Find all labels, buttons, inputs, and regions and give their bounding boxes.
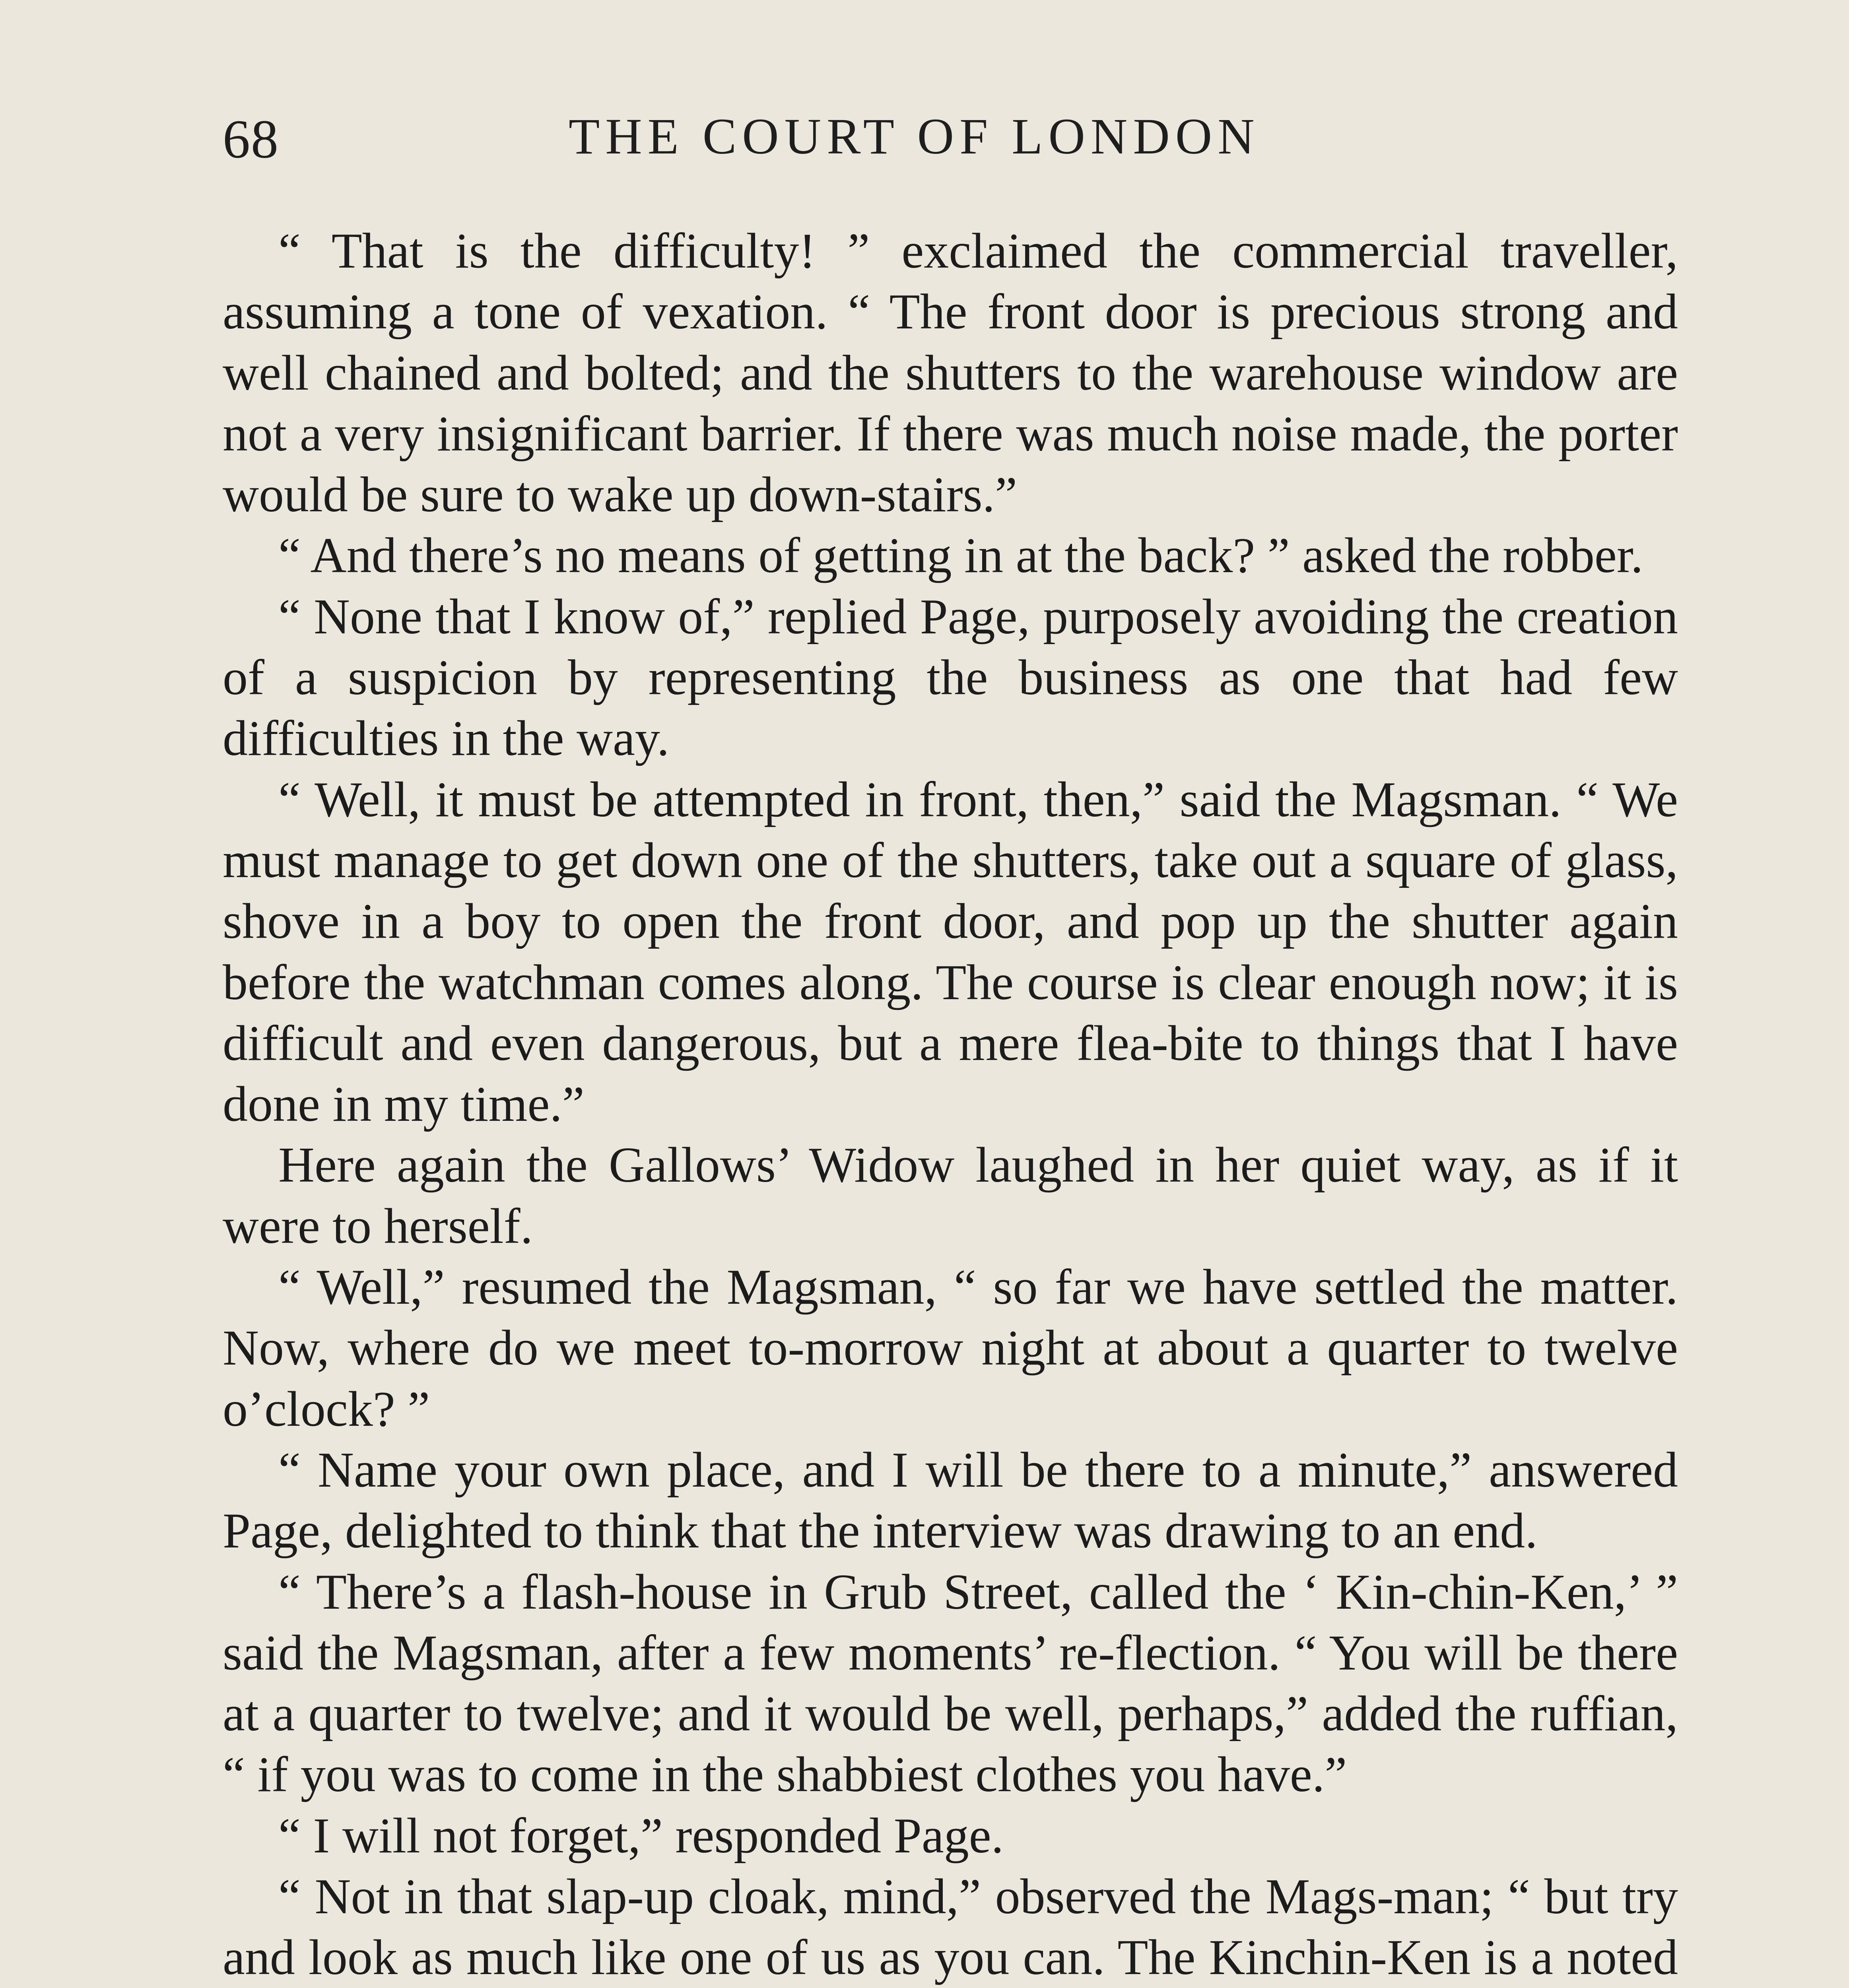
paragraph: “ I will not forget,” responded Page. bbox=[278, 1808, 1004, 1864]
paragraph: “ Name your own place, and I will be there to a minute,” answered Page, delighted to think that the interview was drawing to an end. bbox=[223, 1442, 1678, 1559]
paragraph: “ There’s a flash-house in Grub Street, called the ‘ Kin-chin-Ken,’ ” said the Magsman, after a few moments’ re-flection. “ You will be there at a quarter to twelve; and it would be well, perhaps,” added the ruffian, “ if you was to come in the shabbiest clothes you have.” bbox=[223, 1564, 1678, 1803]
page-header bbox=[223, 107, 1678, 179]
paragraph: “ None that I know of,” replied Page, purposely avoiding the creation of a suspicion by representing the business as one that had few difficulties in the way. bbox=[223, 589, 1678, 767]
paragraph: “ Well, it must be attempted in front, then,” said the Magsman. “ We must manage to get down one of the shutters, take out a square of glass, shove in a boy to open the front door, and pop up the shutter again before the watchman comes along. The course is clear enough now; it is difficult and even dangerous, but a mere flea-bite to things that I have done in my time.” bbox=[223, 772, 1678, 1132]
paragraph: “ And there’s no means of getting in at the back? ” asked the robber. bbox=[278, 528, 1643, 584]
running-title: THE COURT OF LONDON bbox=[569, 108, 1260, 165]
paragraph: “ That is the difficulty! ” exclaimed the commercial traveller, assuming a tone of vexation. “ The front door is precious strong and well chained and bolted; and the shutters to the warehouse window are not a very insignificant barrier. If there was much noise made, the porter would be sure to wake up down-stairs.” bbox=[223, 223, 1678, 523]
paragraph: “ Not in that slap-up cloak, mind,” observed the Mags-man; “ but try and look as much like one of us as you can. The Kinchin-Ken is a noted bbox=[223, 1869, 1678, 1986]
paragraph: Here again the Gallows’ Widow laughed in her quiet way, as if it were to herself. bbox=[223, 1138, 1678, 1254]
page-number: 68 bbox=[223, 109, 279, 169]
body-text bbox=[223, 221, 1678, 1988]
paragraph: “ Well,” resumed the Magsman, “ so far we have settled the matter. Now, where do we meet to-morrow night at about a quarter to twelve o’clock? ” bbox=[223, 1260, 1678, 1437]
